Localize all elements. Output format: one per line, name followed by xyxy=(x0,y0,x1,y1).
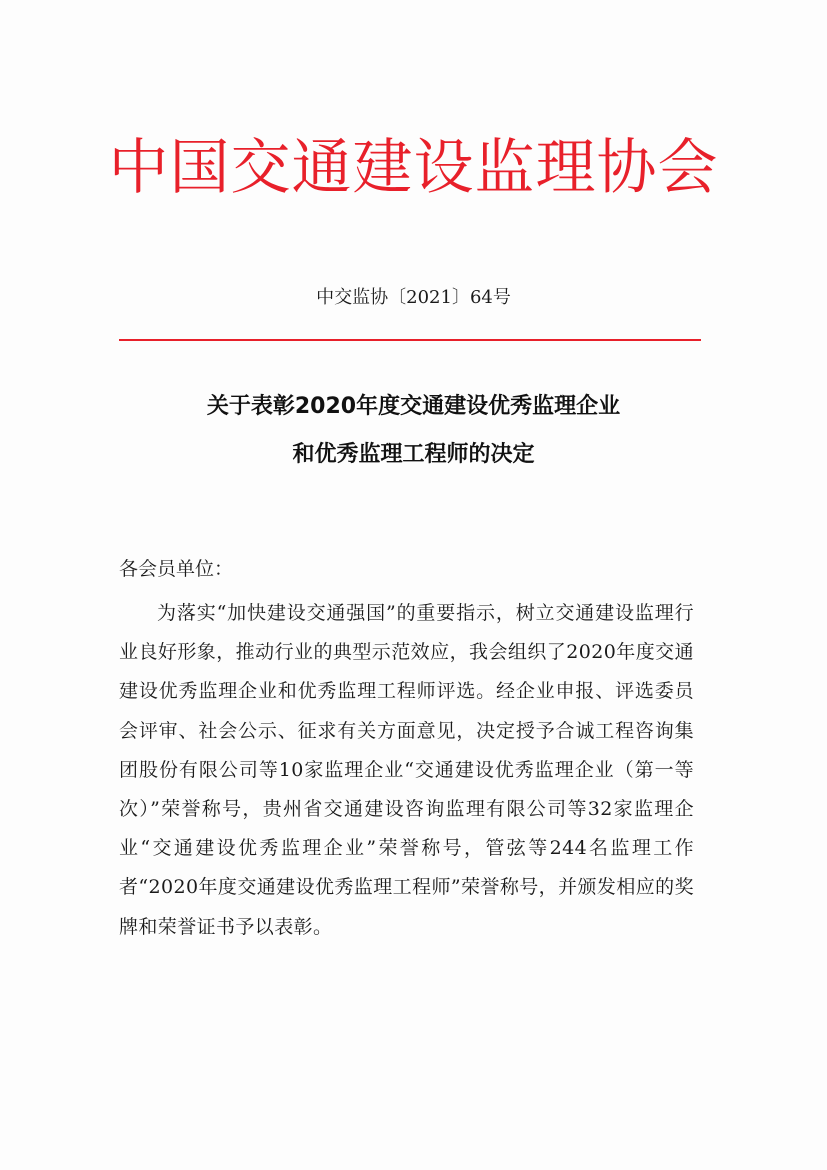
salutation: 各会员单位： xyxy=(119,558,234,580)
document-number: 中交监协〔2021〕64号 xyxy=(316,287,511,308)
masthead-title: 中国交通建设监理协会 xyxy=(108,133,719,203)
red-divider-line xyxy=(119,339,701,341)
document-title xyxy=(0,383,827,479)
body-paragraph: 为落实“加快建设交通强国”的重要指示，树立交通建设监理行业良好形象，推动行业的典型示范效应，我会组织了2020年度交通建设优秀监理企业和优秀监理工程师评选。经企业申报、评选委员会评审、社会公示、征求有关方面意见，决定授予合诚工程咨询集团股份有限公司等10家监理企业“交通建设优秀监理企业（第一等次）”荣誉称号，贵州省交通建设咨询监理有限公司等32家监理企业“交通建设优秀监理企业”荣誉称号，管弦等244名监理工作者“2020年度交通建设优秀监理工程师”荣誉称号，并颁发相应的奖牌和荣誉证书予以表彰。 xyxy=(119,602,694,938)
title-line-1: 关于表彰2020年度交通建设优秀监理企业 xyxy=(206,394,621,419)
title-line-2: 和优秀监理工程师的决定 xyxy=(292,442,535,467)
